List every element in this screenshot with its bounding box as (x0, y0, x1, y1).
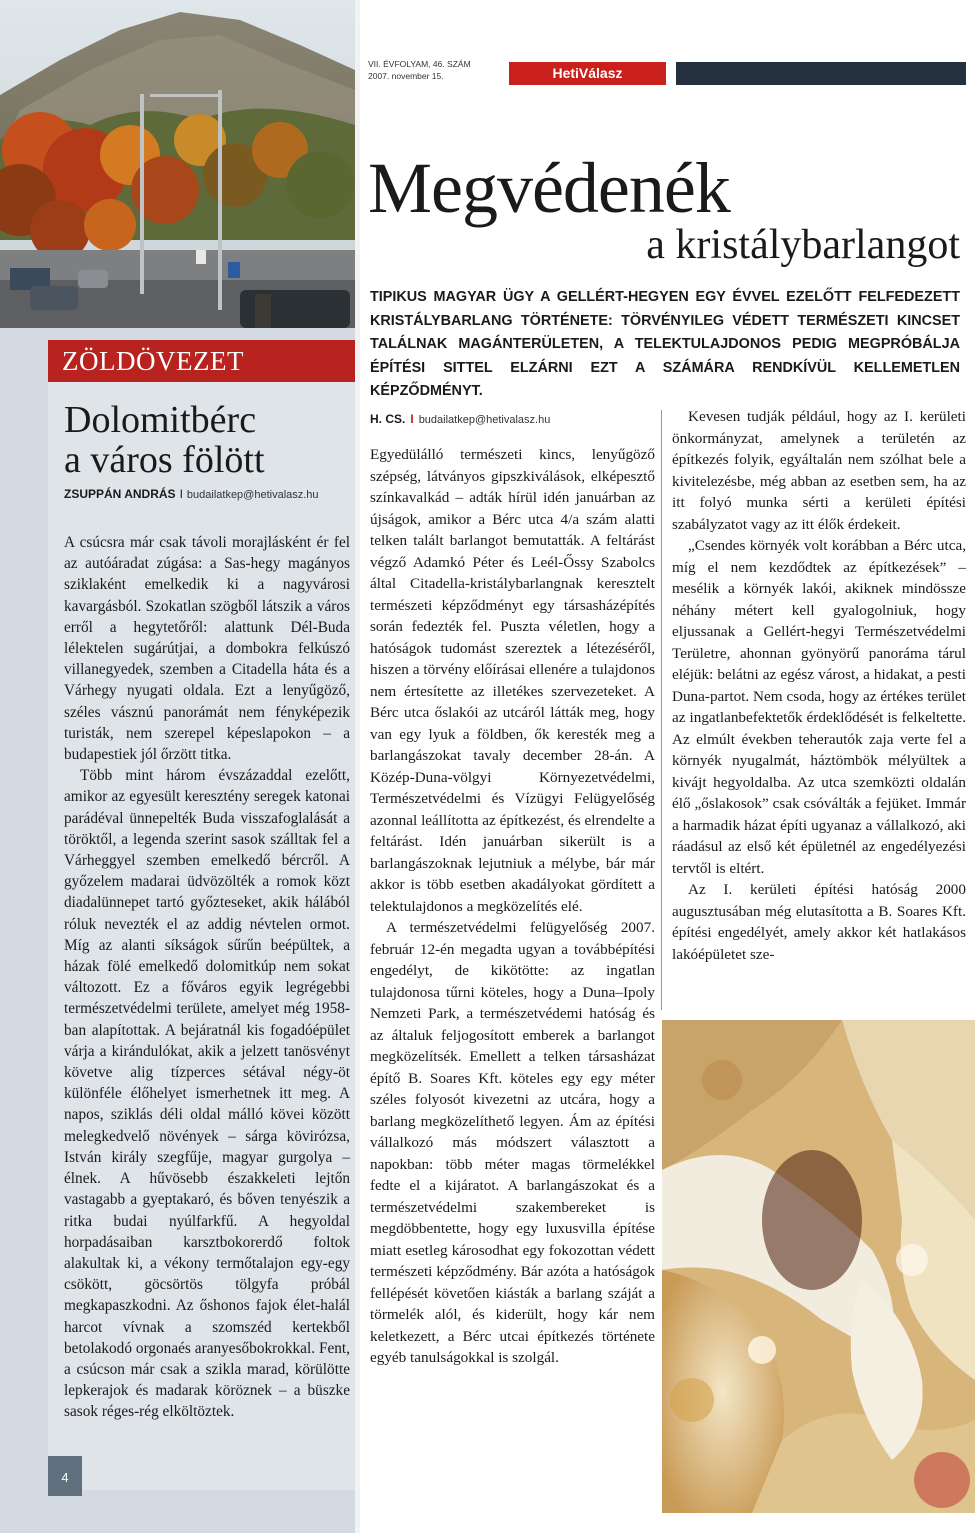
byline-separator: I (179, 487, 183, 501)
issue-info (368, 58, 471, 82)
col1-paragraph-2: A természetvédelmi felügyelőség 2007. február 12-én megadta ugyan a továbbépítési engedélyt, de kikötötte: az ingatlan tulajdonosa tűrni köteles, hogy a Duna–Ipoly Nemzeti Park, a természetvédemi hatóság és az általuk feljogosított emberek a barlangot megközelítsék. Emellett a telken társasházat építő B. Soares Kft. köteles egy egy méter széles folyosót kivezetni az utcára, hogy a barlang megközelíthető legyen. Ám az építési vállalkozó más módszert választott a napokban: több méter magas törmelékkel fedte el a kijáratot. A barlangászokat és a természetvédelmi szakembereket is megdöbbentette, hogy egy luxusvilla építése miatt esetleg károsodhat egy fokozottan védett természeti képződmény. Bár azóta a hatóságok fellépését követően kiásták a barlang száját a törmelék alól, és kiderült, hogy kár nem keletkezett, a Bérc utcai építkezés története egyéb tanulságokkal is szolgál. (370, 919, 655, 1366)
header-bar (676, 62, 966, 85)
issue-volume: VII. ÉVFOLYAM, 46. SZÁM (368, 59, 471, 69)
main-author: H. CS. (370, 412, 406, 426)
main-article-column-1 (370, 444, 655, 1369)
left-article-byline (64, 487, 354, 501)
autumn-hill-photo (0, 0, 355, 328)
left-author-email: budailatkep@hetivalasz.hu (186, 489, 319, 501)
left-title-line2: a város fölött (64, 439, 265, 481)
col2-paragraph-3: Az I. kerületi építési hatóság 2000 augusztusában még elutasította a B. Soares Kft. építési engedélyét, amely akkor két hatlakásos lakóépületet sze- (672, 881, 966, 963)
page-number: 4 (48, 1456, 82, 1496)
col2-paragraph-2: „Csendes környék volt korábban a Bérc utca, míg el nem kezdődtek az építkezések” – mesélik a környék lakói, akiknek mindössze néhány métert kell gyalogolniuk, hogy eljussanak a Gellért-hegyi Természetvédelmi Területre, ahonnan gyönyörű panoráma tárul eléjük: belátni az egész várost, a hidakat, a pesti Duna-partot. Nem csoda, hogy az értékes terület az ingatlanbefektetők érdeklődését is felkeltette. Az elmúlt években teherautók zaja verte fel a környék nyugalmát, háztömbök mélyültek a kivájt hegyoldalba. Az utca szemközti oldalán élő „őslakosok” csak csóválták a fejüket. Immár a harmadik házat építi ugyanaz a vállalkozó, aki ráadásul az első két épületnél az engedélyezési tervtől is eltért. (672, 537, 966, 877)
issue-date: 2007. november 15. (368, 71, 444, 81)
main-article-lead: TIPIKUS MAGYAR ÜGY A GELLÉRT-HEGYEN EGY ÉVVEL EZELŐTT FELFEDEZETT KRISTÁLYBARLANG TÖRTÉNETE: TÖRVÉNYILEG VÉDETT TERMÉSZETI KINCSET TALÁLNAK MAGÁNTERÜLETEN, A TELEKTULAJDONOS PEDIG MEGPRÓBÁLJA ÉPÍTÉSI SITTEL ELZÁRNI EZT A SZÁMÁRA RENDKÍVÜL KELLEMETLEN KÉPZŐDMÉNYT. (370, 289, 960, 399)
left-article-title (64, 400, 354, 480)
main-author-email: budailatkep@hetivalasz.hu (418, 414, 551, 426)
left-author: ZSUPPÁN ANDRÁS (64, 487, 176, 501)
col1-paragraph-1: Egyedülálló természeti kincs, lenyűgöző szépség, látványos gipszkiválások, elképesztő színkavalkád – adták hírül idén januárban az újságok, amikor a Bérc utca 4/a szám alatti telken talált barlangot bemutatták. A feltárást végző Adamkó Péter és Leél-Őssy Szabolcs által Citadella-kristálybarlangnak keresztelt természeti képződményt egy társasházépítés során fedezték fel. Puszta véletlen, hogy a hatóságok tudomást szereztek a létezéséről, hiszen a törvény előírásai ellenére a tulajdonos nem értesítette az illetékes szervezeteket. A Bérc utca őslakói az utcáról látták meg, hogy van egy lyuk a földben, ők keresték meg a barlangászokat tavaly december 28-án. A Közép-Duna-völgyi Környezetvédelmi, Természetvédelmi és Vízügyi Felügyelőség azonnal leállította az építkezést, és elrendelte a feltárást. Idén januárban sikerült is a barlangászoknak lejutniuk a mélybe, bár már akkor is több esetben akadályokat gördített a telektulajdonos a megközelítés elé. (370, 446, 655, 915)
left-paragraph-1: A csúcsra már csak távoli morajlásként ér fel az autóáradat zúgása: a Sas-hegy magányos sziklaként emelkedik ki a nagyvárosi kavargásból. Szokatlan szögből látszik a város erről a hegytetőről: alattunk Dél-Buda lélektelen sugárútjai, a dombokra felkúszó villanegyedek, szemben a Citadella háta és a Várhegy nyugati oldala. Ezt a lenyűgöző, széles vásznú panorámát nem fényképezik turisták, nem szerepel képeslapokon – a budapestiek jól őrzött titka. (64, 534, 350, 764)
main-article-column-2 (672, 406, 966, 965)
left-article-body (64, 532, 350, 1423)
col2-paragraph-1: Kevesen tudják például, hogy az I. kerületi önkormányzat, amelynek a területén az építkezés folyik, egyáltalán nem szólhat bele a kivitelezésbe, még abban az esetben sem, ha az itt folyó munka sérti a kerületi építési szabályzatot vagy az itt élők érdekeit. (672, 408, 966, 533)
crystal-cave-photo (662, 1020, 975, 1513)
main-article-byline (370, 412, 550, 426)
main-article-title: Megvédenék (368, 148, 730, 228)
column-divider (661, 410, 662, 1010)
main-byline-separator: I (410, 412, 414, 426)
magazine-logo: HetiVálasz (509, 62, 666, 85)
left-paragraph-2: Több mint három évszázaddal ezelőtt, amikor az egyesült keresztény seregek katonai parádéval ünnepelték Buda visszafoglalását a töröktől, a legenda szerint sasok szálltak fel a Várheggyel szemben emelkedő bércről. A győzelem madarai üdvözölték a romok közt diadalünnepet tartó győzteseket, akik hálából róluk nevezték el az addig névtelen ormot. Míg az alanti síkságok sűrűn beépültek, a házak fölé emelkedő dolomitkúp nem sokat változott. Ez a főváros egyik legrégebbi természetvédelmi területe, amelyet még 1958-ban alapítottak. A bejáratnál kis fogadóépület várja a kirándulókat, akik a jelzett tanösvényt követve alig tízperces sétával négy-öt különféle élőhelyet ismerhetnek itt meg. A napos, sziklás déli oldal málló kövei között melegkedvelő növények – sárga kövirózsa, István király szegfűje, magyar gurgolya – élnek. A hűvösebb északkeleti lejtőn vastagabb a gyeptakaró, és bőven tenyészik a ritka budai nyúlfarkfű. A hegyoldal horpadásaiban karsztbokorerdő foltok alakultak ki, a vékony termőtalajon egy-egy csökött, göcsörtös tölgyfa próbál megkapaszkodni. Az őshonos fajok élet-halál harcot vívnak a szomszéd kertekből betolakodó orgonaés aranyesőbokrokkal. Fent, a csúcson már csak a szikla marad, körülötte lepkerajok és madarak köröznek – a büszke sasok réges-rég elköltöztek. (64, 767, 350, 1421)
main-article-subtitle: a kristálybarlangot (646, 222, 960, 268)
section-banner: ZÖLDÖVEZET (48, 340, 355, 382)
left-title-line1: Dolomitbérc (64, 399, 257, 441)
column-gutter (355, 0, 360, 1533)
